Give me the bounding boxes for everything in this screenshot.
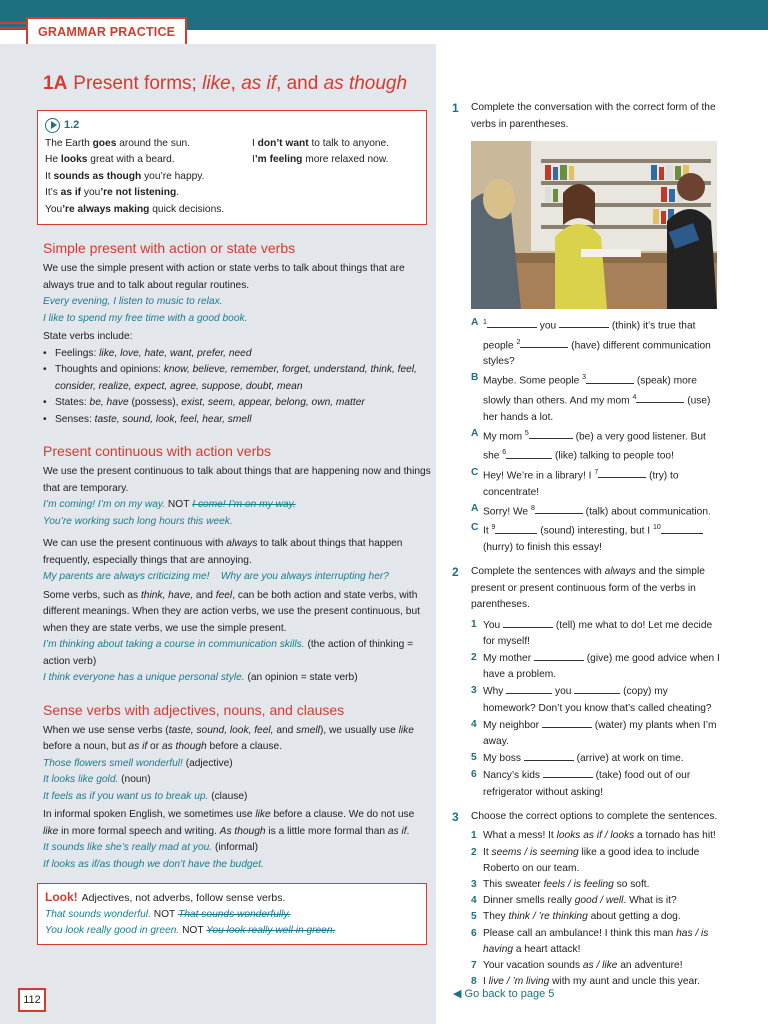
answer-blank[interactable] xyxy=(574,683,620,694)
answer-blank[interactable] xyxy=(503,617,553,628)
state-verbs-list: • Feelings: like, love, hate, want, prefer, need • Thoughts and opinions: know, believe, remember, forget, understand, think, feel, consider, realize, expect, agree, suppose, doubt, mean • States: be, have (possess), exist, seem, appear, belong, own, matter • Senses: taste, sound, look, feel, hear, smell xyxy=(43,346,431,429)
answer-blank[interactable] xyxy=(529,428,573,439)
example: I’m thinking about taking a course in communication skills. (the action of thinking = action verb) xyxy=(43,639,414,667)
list-item: A Sorry! We $^8$ (talk) about communication. xyxy=(471,502,711,518)
example: I like to spend my free time with a good book. xyxy=(43,312,248,324)
paragraph: State verbs include: xyxy=(43,331,133,342)
list-item: 4 Dinner smells really good / well. What is it? xyxy=(471,895,677,907)
example: It looks like gold. (noun) xyxy=(43,774,151,785)
exercise-1-items xyxy=(471,315,720,556)
exercise-1: 1 Complete the conversation with the correct form of the verbs in parentheses. xyxy=(452,101,716,130)
list-item: C Hey! We’re in a library! I $^7$ (try) to concentrate! xyxy=(471,466,679,498)
answer-blank[interactable] xyxy=(506,683,552,694)
list-item: B Maybe. Some people $^3$ (speak) more slowly than others. And my mom $^4$ (use) her hands a lot. xyxy=(471,372,711,423)
answer-blank[interactable] xyxy=(543,767,593,778)
answer-blank[interactable] xyxy=(559,317,609,328)
list-item: 2 It seems / is seeming like a good idea to include Roberto on our team. xyxy=(471,846,700,874)
section-heading: Simple present with action or state verbs xyxy=(43,240,296,256)
examples-box xyxy=(37,110,427,225)
page-title: 1A Present forms; like, as if, and as though xyxy=(43,73,408,94)
library-photo xyxy=(471,141,717,309)
exercises-column xyxy=(452,100,720,990)
answer-blank[interactable] xyxy=(535,503,583,514)
examples-right: I don’t want to talk to anyone. I’m feeling more relaxed now. xyxy=(252,137,390,165)
answer-blank[interactable] xyxy=(487,317,537,328)
answer-blank[interactable] xyxy=(506,448,552,459)
audio-track[interactable]: 1.2 xyxy=(45,117,419,134)
exercise-3: 3 Choose the correct options to complete the sentences. xyxy=(452,809,718,824)
exercise-2-items xyxy=(471,617,720,801)
section-heading: Sense verbs with adjectives, nouns, and clauses xyxy=(43,701,345,718)
answer-blank[interactable] xyxy=(534,650,584,661)
list-item: C It $^9$ (sound) interesting, but I $^{10}$ (hurry) to finish this essay! xyxy=(471,520,720,556)
answer-blank[interactable] xyxy=(598,467,646,478)
list-item: 2 My mother (give) me good advice when I have a problem. xyxy=(471,652,720,681)
paragraph: Some verbs, such as think, have, and feel, can be both action and state verbs, with different meanings. When they are action verbs, we use the present continuous, but when they are state verbs, we use the simple present. xyxy=(43,589,420,634)
answer-blank[interactable] xyxy=(542,717,592,728)
list-item: 3 This sweater feels / is feeling so soft. xyxy=(471,879,650,890)
answer-blank[interactable] xyxy=(495,523,537,534)
play-icon[interactable] xyxy=(45,118,60,133)
example: I think everyone has a unique personal style. (an opinion = state verb) xyxy=(43,672,358,683)
paragraph: We can use the present continuous with always to talk about things that happen frequently, especially things that are annoying. xyxy=(43,538,403,566)
list-item: 6 Nancy’s kids (take) food out of our refrigerator without asking! xyxy=(471,769,691,798)
page-number: 112 xyxy=(18,988,46,1012)
section-heading: Present continuous with action verbs xyxy=(43,443,272,459)
go-back-link[interactable]: ◀ Go back to page 5 xyxy=(453,988,555,1000)
answer-blank[interactable] xyxy=(661,523,703,534)
paragraph: We use the present continuous to talk about things that are happening now and things that are temporary. xyxy=(43,466,431,494)
list-item: 4 My neighbor (water) my plants when I’m away. xyxy=(471,718,717,748)
example: If looks as if/as though we don’t have the budget. xyxy=(43,858,264,870)
list-item: A My mom $^5$ (be) a very good listener. But she $^6$ (like) talking to people too! xyxy=(471,427,706,462)
examples-left: The Earth goes around the sun. He looks great with a beard. It sounds as though you’re happy. It’s as if you’re not listening. You’re always making quick decisions. xyxy=(45,137,225,215)
list-item: 8 I live / ’m living with my aunt and uncle this year. xyxy=(471,976,700,988)
list-item: 3 Why you (copy) my homework? Don’t you know that’s called cheating? xyxy=(471,685,712,714)
list-item: 5 They think / ’re thinking about getting a dog. xyxy=(471,911,681,923)
example: I’m coming! I’m on my way. NOT I come! I’m on my way. xyxy=(43,499,296,510)
list-item: 6 Please call an ambulance! I think this man has / is having a heart attack! xyxy=(471,927,709,955)
example: It sounds like she’s really mad at you. (informal) xyxy=(43,842,258,853)
answer-blank[interactable] xyxy=(586,373,634,384)
exercise-3-items xyxy=(471,828,720,990)
paragraph: We use the simple present with action or state verbs to talk about things that are always true and to talk about regular routines. xyxy=(43,263,405,291)
example: My parents are always criticizing me! Why are you always interrupting her? xyxy=(43,571,389,582)
list-item: 1 You (tell) me what to do! Let me decide for myself! xyxy=(471,618,713,647)
example: It feels as if you want us to break up. (clause) xyxy=(43,790,248,802)
list-item: 7 Your vacation sounds as / like an adventure! xyxy=(471,960,683,972)
paragraph: In informal spoken English, we sometimes use like before a clause. We do not use like in more formal speech and writing. As though is a little more formal than as if. xyxy=(43,809,415,837)
back-arrow-icon: ◀ xyxy=(453,988,462,1000)
look-box: Look! Adjectives, not adverbs, follow sense verbs. That sounds wonderful. NOT That sounds wonderfully. You look really good in green. NOT You look really well in green. xyxy=(37,883,427,945)
exercise-2: 2 Complete the sentences with always and the simple present or present continuous form of the verbs in parentheses. xyxy=(452,565,705,611)
grammar-practice-tab: GRAMMAR PRACTICE xyxy=(26,17,187,47)
example: You’re working such long hours this week. xyxy=(43,515,233,527)
header-decoration xyxy=(0,22,26,36)
example: Every evening, I listen to music to relax. xyxy=(43,296,223,307)
list-item: A $^1$ you (think) it’s true that people $^2$ (have) different communication styles? xyxy=(471,317,711,368)
paragraph: When we use sense verbs (taste, sound, look, feel, and smell), we usually use like before a noun, but as if or as though before a clause. xyxy=(43,724,414,752)
list-item: 5 My boss (arrive) at work on time. xyxy=(471,752,684,765)
grammar-column xyxy=(43,70,431,945)
list-item: 1 What a mess! It looks as if / looks a tornado has hit! xyxy=(471,830,716,842)
answer-blank[interactable] xyxy=(520,337,568,348)
answer-blank[interactable] xyxy=(524,750,574,761)
example: Those flowers smell wonderful! (adjective) xyxy=(43,757,233,769)
answer-blank[interactable] xyxy=(636,392,684,403)
